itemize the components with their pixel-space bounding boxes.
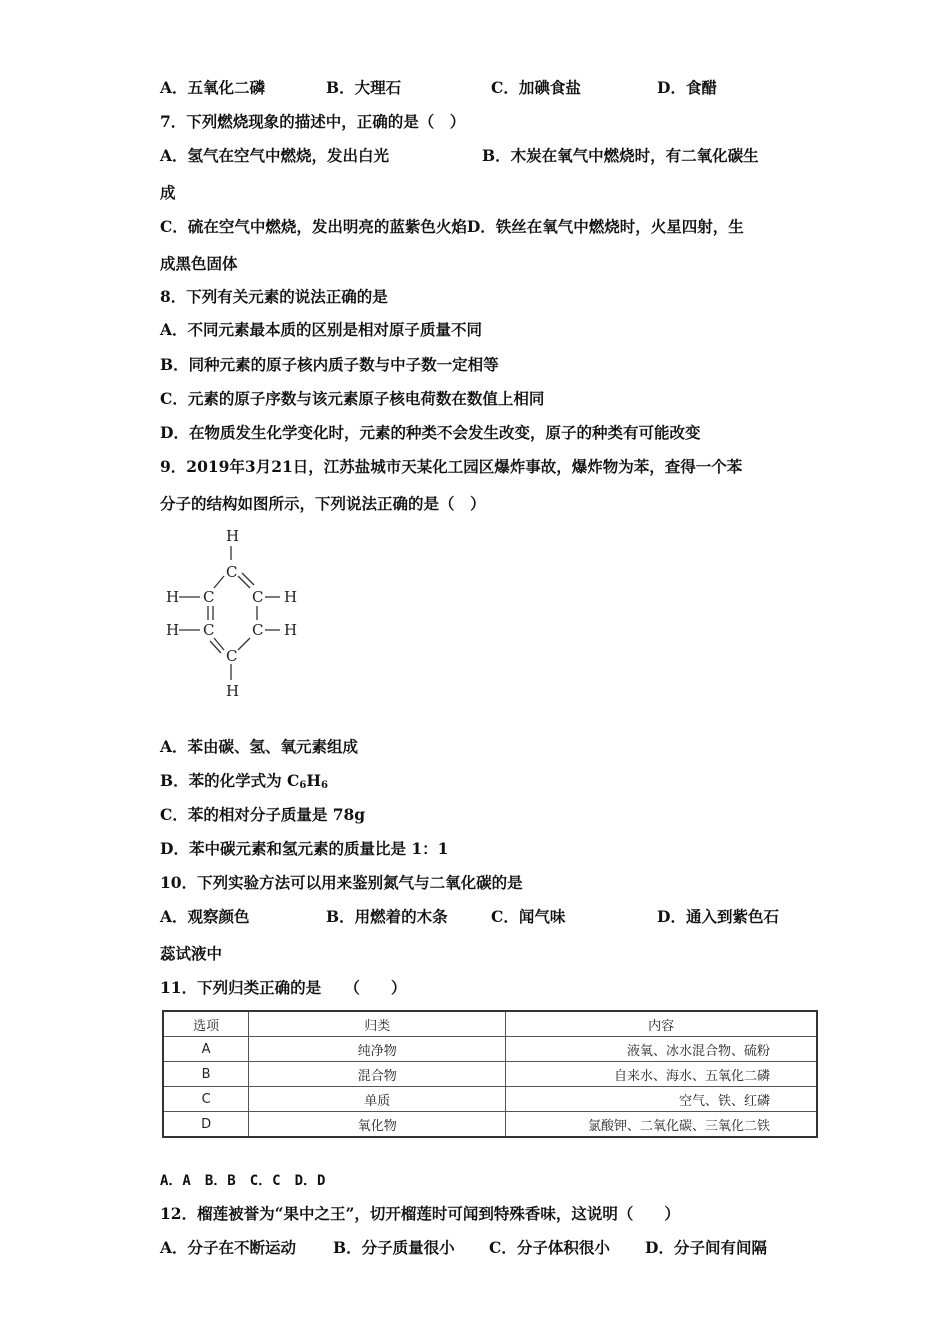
q10-option-a: A．观察颜色 [160, 907, 250, 926]
q9-option-b-sub1: 6 [299, 780, 307, 791]
q11-stem: 11．下列归类正确的是 （ ） [160, 978, 407, 997]
table-cell: 空气、铁、红磷 [506, 1087, 817, 1112]
q9-option-b [160, 771, 328, 796]
q7-line1: A．氢气在空气中燃烧，发出白光 B．木炭在氧气中燃烧时，有二氧化碳生 [160, 146, 759, 165]
table-header-content: 内容 [506, 1011, 817, 1037]
q10-stem: 10．下列实验方法可以用来鉴别氮气与二氧化碳的是 [160, 873, 523, 892]
q9-option-b-h: H [306, 771, 321, 790]
q6-option-b: B．大理石 [326, 78, 402, 97]
atom-h-upper-right: H [284, 588, 298, 606]
q10-option-d-cont: 蕊试液中 [160, 944, 223, 963]
table-cell: D [163, 1112, 249, 1138]
table-cell: B [163, 1062, 249, 1087]
q9-option-b-sub2: 6 [320, 780, 328, 791]
table-cell: 混合物 [249, 1062, 506, 1087]
table-cell: 液氧、冰水混合物、硫粉 [506, 1037, 817, 1062]
q12-option-d: D．分子间有间隔 [645, 1238, 767, 1257]
q6-option-c: C．加碘食盐 [491, 78, 581, 97]
atom-c-lower-right: C [252, 621, 264, 639]
q11-table [162, 1010, 818, 1138]
table-cell: A [163, 1037, 249, 1062]
atom-c-upper-left: C [203, 588, 215, 606]
atom-h-top: H [226, 527, 240, 545]
q7-stem: 7．下列燃烧现象的描述中，正确的是（ ） [160, 112, 466, 131]
q8-option-a: A．不同元素最本质的区别是相对原子质量不同 [160, 320, 483, 339]
table-header-option: 选项 [163, 1011, 249, 1037]
bond-ring-2 [238, 576, 250, 588]
q12-option-b: B．分子质量很小 [333, 1238, 455, 1257]
bond-ring-1 [214, 576, 224, 588]
atom-h-lower-left: H [166, 621, 180, 639]
q9-stem-line2: 分子的结构如图所示，下列说法正确的是（ ） [160, 494, 486, 513]
table-cell: C [163, 1087, 249, 1112]
table-row [163, 1037, 817, 1062]
q7-line3: C．硫在空气中燃烧，发出明亮的蓝紫色火焰D．铁丝在氧气中燃烧时，火星四射，生 [160, 217, 744, 236]
q6-option-d: D．食醋 [657, 78, 717, 97]
table-header-category: 归类 [249, 1011, 506, 1037]
table-cell: 自来水、海水、五氧化二磷 [506, 1062, 817, 1087]
q9-option-a: A．苯由碳、氢、氧元素组成 [160, 737, 359, 756]
bond-ring-5b [210, 641, 221, 653]
atom-h-bottom: H [226, 682, 240, 700]
q7-line4: 成黑色固体 [160, 254, 238, 273]
q12-stem: 12．榴莲被誉为“果中之王”，切开榴莲时可闻到特殊香味，这说明（ ） [160, 1204, 680, 1223]
q10-option-d: D．通入到紫色石 [657, 907, 779, 926]
q10-option-b: B．用燃着的木条 [326, 907, 448, 926]
q11-answer-options: A．A B．B C．C D．D [160, 1173, 326, 1189]
q9-stem-line1: 9．2019年3月21日，江苏盐城市天某化工园区爆炸事故，爆炸物为苯，查得一个苯 [160, 457, 743, 476]
atom-c-bottom: C [226, 647, 238, 665]
bond-ring-5 [214, 638, 224, 650]
table-row [163, 1087, 817, 1112]
q9-option-b-prefix: B．苯的化学式为 C [160, 771, 300, 790]
table-header-row [163, 1011, 817, 1037]
bond-ring-6 [238, 638, 250, 650]
q8-option-c: C．元素的原子序数与该元素原子核电荷数在数值上相同 [160, 389, 545, 408]
atom-h-lower-right: H [284, 621, 298, 639]
table-row [163, 1062, 817, 1087]
q8-option-d: D．在物质发生化学变化时，元素的种类不会发生改变，原子的种类有可能改变 [160, 423, 701, 442]
table-cell: 单质 [249, 1087, 506, 1112]
table-cell: 氯酸钾、二氧化碳、三氧化二铁 [506, 1112, 817, 1138]
table-row [163, 1112, 817, 1138]
atom-c-upper-right: C [252, 588, 264, 606]
table-cell: 纯净物 [249, 1037, 506, 1062]
q12-option-c: C．分子体积很小 [489, 1238, 610, 1257]
q8-stem: 8．下列有关元素的说法正确的是 [160, 287, 388, 306]
q6-option-a: A．五氧化二磷 [160, 78, 266, 97]
q7-line2: 成 [160, 183, 176, 202]
q10-option-c: C．闻气味 [491, 907, 566, 926]
atom-c-lower-left: C [203, 621, 215, 639]
q8-option-b: B．同种元素的原子核内质子数与中子数一定相等 [160, 355, 499, 374]
bond-ring-2b [242, 573, 254, 585]
q9-option-c: C．苯的相对分子质量是 78g [160, 805, 366, 824]
table-cell: 氧化物 [249, 1112, 506, 1138]
benzene-structure-diagram [160, 522, 310, 702]
q12-option-a: A．分子在不断运动 [160, 1238, 297, 1257]
atom-c-top: C [226, 563, 238, 581]
q9-option-d: D．苯中碳元素和氢元素的质量比是 1：1 [160, 839, 449, 858]
atom-h-upper-left: H [166, 588, 180, 606]
